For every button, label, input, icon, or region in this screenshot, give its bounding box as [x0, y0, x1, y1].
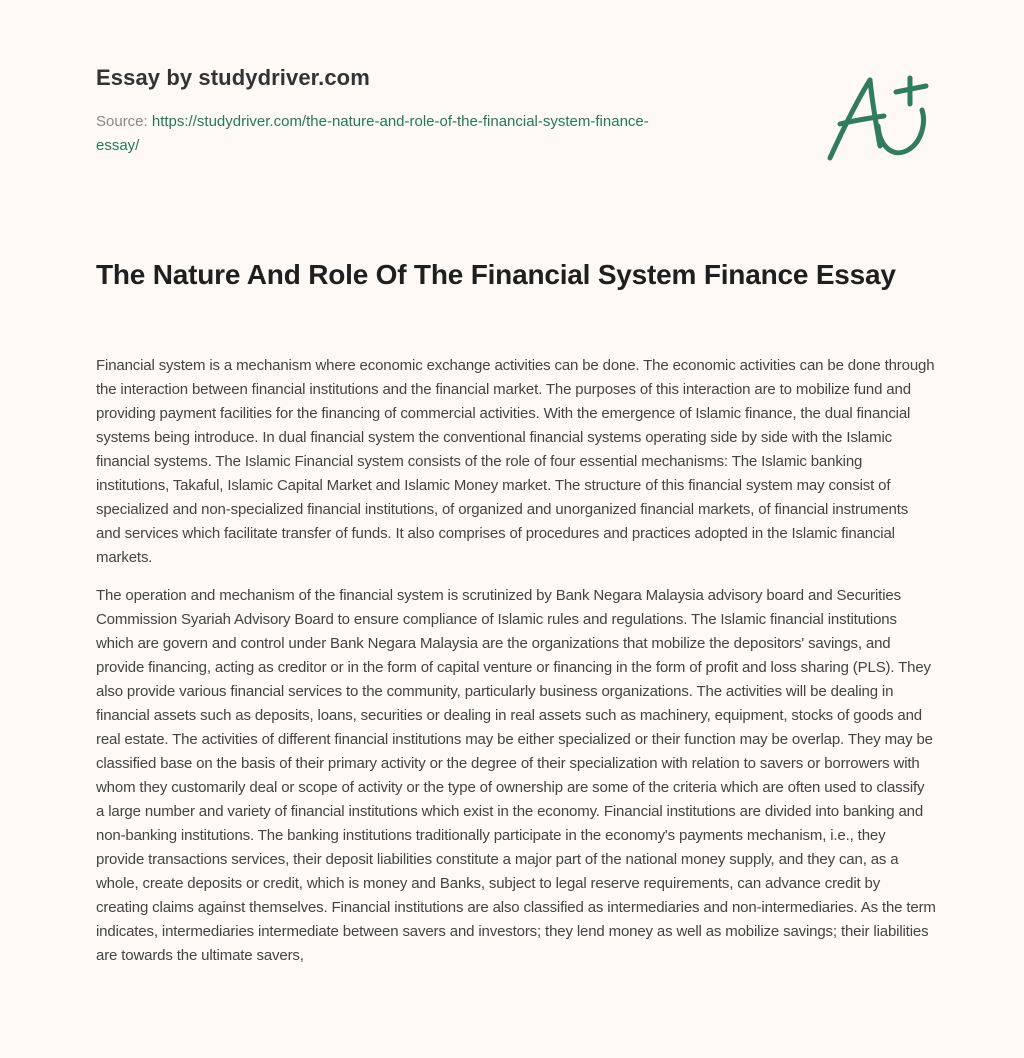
article-paragraph-2: The operation and mechanism of the financial system is scrutinized by Bank Negara Malaysia advisory board and Securities Commission Syariah Advisory Board to ensure compliance of Islamic rules and regulations. The Islamic financial institutions which are govern and control under Bank Negara Malaysia are the organizations that mobilize the depositors' savings, and provide financing, acting as creditor or in the form of capital venture or financing in the form of profit and loss sharing (PLS). They also provide various financial services to the community, particularly business organizations. The activities will be dealing in financial assets such as deposits, loans, securities or dealing in real assets such as machinery, equipment, stocks of goods and real estate. The activities of different financial institutions may be either specialized or their function may be overlap. They may be classified base on the basis of their primary activity or the degree of their specialization with relation to savers or borrowers with whom they customarily deal or scope of activity or the type of ownership are some of the criteria which are often used to classify a large number and variety of financial institutions which exist in the economy. Financial institutions are divided into banking and non-banking institutions. The banking institutions traditionally participate in the economy's payments mechanism, i.e., they provide transactions services, their deposit liabilities constitute a major part of the national money supply, and they can, as a whole, create deposits or credit, which is money and Banks, subject to legal reserve requirements, can advance credit by creating claims against themselves. Financial institutions are also classified as intermediaries and non-intermediaries. As the term indicates, intermediaries intermediate between savers and investors; they lend money as well as mobilize savings; their liabilities are towards the ultimate savers,	[96, 587, 936, 964]
site-title: Essay by studydriver.com	[96, 65, 370, 90]
source-line	[96, 110, 776, 158]
source-label: Source:	[96, 113, 152, 130]
article-body	[96, 354, 936, 982]
source-link[interactable]	[96, 113, 649, 154]
source-link-line1: https://studydriver.com/the-nature-and-role-of-the-financial-system-finance-	[151, 113, 649, 130]
article-paragraph-1: Financial system is a mechanism where economic exchange activities can be done. The economic activities can be done through the interaction between financial institutions and the financial market. The purposes of this interaction are to mobilize fund and providing payment facilities for the financing of commercial activities. With the emergence of Islamic finance, the dual financial systems being introduce. In dual financial system the conventional financial systems operating side by side with the Islamic financial systems. The Islamic Financial system consists of the role of four essential mechanisms: The Islamic banking institutions, Takaful, Islamic Capital Market and Islamic Money market. The structure of this financial system may consist of specialized and non-specialized financial institutions, of organized and unorganized financial markets, of financial instruments and services which facilitate transfer of funds. It also comprises of procedures and practices adopted in the Islamic financial markets.	[96, 357, 935, 566]
article-title: The Nature And Role Of The Financial System Finance Essay	[96, 259, 896, 290]
source-link-line2: essay/	[96, 137, 140, 154]
a-plus-grade-icon	[818, 66, 936, 170]
page-header	[96, 62, 776, 158]
